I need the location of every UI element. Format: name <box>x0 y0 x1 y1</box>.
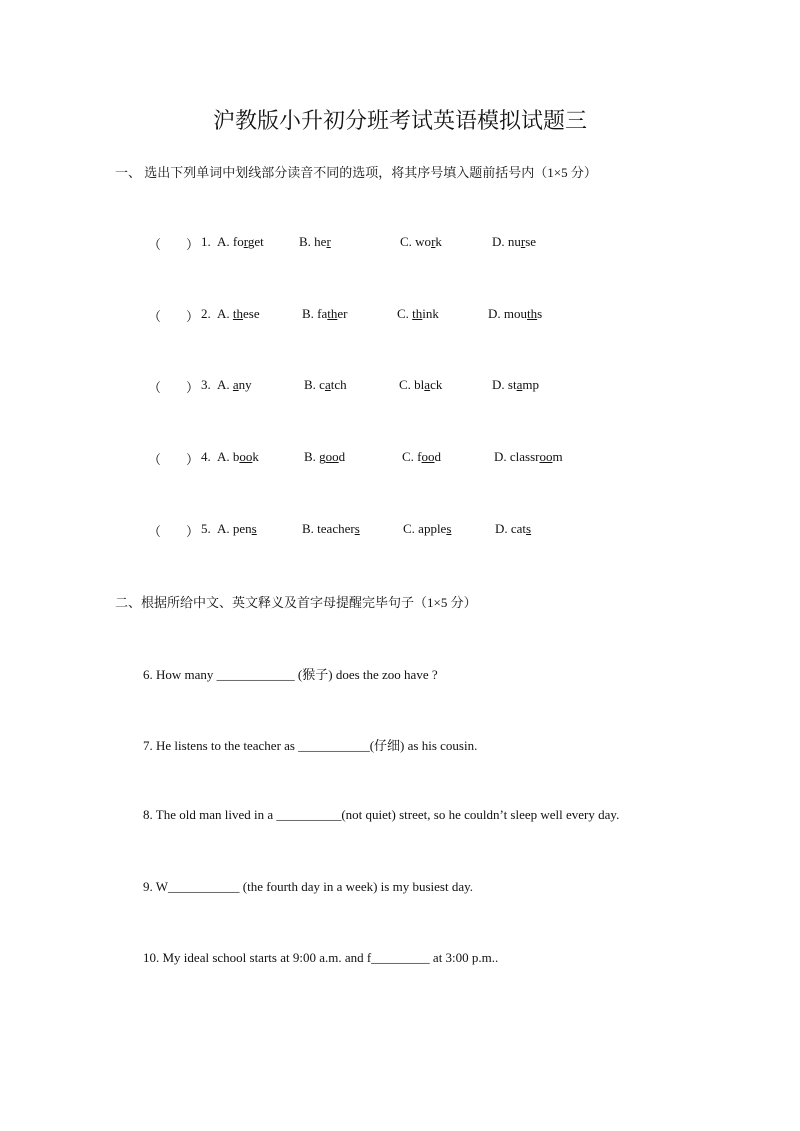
question-number: 5. <box>201 521 211 536</box>
option-underlined-part: s <box>446 521 452 536</box>
option-post: k <box>252 449 259 464</box>
answer-paren-open[interactable]: （ <box>148 452 162 467</box>
option-pre: B. g <box>304 449 326 464</box>
option-underlined-part: s <box>526 521 532 536</box>
option-pre: B. he <box>299 234 327 249</box>
option-post: er <box>337 306 348 321</box>
option-post: get <box>247 234 264 249</box>
option-pre: A. b <box>217 449 240 464</box>
answer-paren-open[interactable]: （ <box>148 237 162 252</box>
option-underlined-part: a <box>424 377 431 392</box>
answer-paren-close: ） <box>186 380 200 395</box>
option <box>492 234 536 250</box>
answer-paren-open[interactable]: （ <box>148 309 162 324</box>
option-pre: B. fa <box>302 306 328 321</box>
option-post: se <box>525 234 537 249</box>
section-2-heading: 二、根据所给中文、英文释义及首字母提醒完毕句子（1×5 分） <box>115 595 477 610</box>
option <box>304 449 345 465</box>
question-number: 4. <box>201 449 211 464</box>
option <box>488 306 542 322</box>
option <box>494 449 563 465</box>
option-post: ink <box>422 306 439 321</box>
option <box>402 449 441 465</box>
option <box>495 521 531 537</box>
option-pre: C. bl <box>399 377 425 392</box>
fill-in-question: 10. My ideal school starts at 9:00 a.m. and f_________ at 3:00 p.m.. <box>143 950 499 965</box>
option-post: s <box>537 306 543 321</box>
option-pre: A. pen <box>217 521 252 536</box>
option <box>217 377 252 393</box>
section-1-heading: 一、 选出下列单词中划线部分读音不同的选项，将其序号填入题前括号内（1×5 分） <box>115 165 597 180</box>
option-post: m <box>552 449 563 464</box>
option-underlined-part: a <box>324 377 331 392</box>
option-underlined-part: th <box>327 306 338 321</box>
option <box>403 521 451 537</box>
option-pre: B. teacher <box>302 521 355 536</box>
option <box>397 306 439 322</box>
option-pre: D. classr <box>494 449 540 464</box>
option-underlined-part: s <box>251 521 257 536</box>
option-post: k <box>435 234 442 249</box>
answer-paren-open[interactable]: （ <box>148 380 162 395</box>
fill-in-question: 6. How many ____________ (猴子) does the zoo have ? <box>143 667 438 682</box>
option-underlined-part: r <box>326 234 331 249</box>
option-pre: C. wo <box>400 234 432 249</box>
answer-paren-close: ） <box>186 524 200 539</box>
option-post: d <box>434 449 441 464</box>
option-underlined-part: r <box>243 234 248 249</box>
option <box>217 306 260 322</box>
option-post: ny <box>238 377 252 392</box>
fill-in-question: 8. The old man lived in a __________(not quiet) street, so he couldn’t sleep well every day. <box>143 807 620 822</box>
answer-paren-close: ） <box>186 452 200 467</box>
option-underlined-part: s <box>354 521 360 536</box>
option <box>217 234 264 250</box>
option-pre: C. apple <box>403 521 447 536</box>
option-pre: C. <box>397 306 413 321</box>
option-post: tch <box>330 377 347 392</box>
answer-paren-close: ） <box>186 309 200 324</box>
option <box>299 234 331 250</box>
answer-paren-close: ） <box>186 237 200 252</box>
option-pre: D. nu <box>492 234 521 249</box>
option <box>302 306 348 322</box>
option-underlined-part: oo <box>421 449 435 464</box>
option-underlined-part: oo <box>539 449 553 464</box>
question-number: 3. <box>201 377 211 392</box>
fill-in-question: 7. He listens to the teacher as ___________(仔细) as his cousin. <box>143 738 478 753</box>
option <box>492 377 539 393</box>
option-underlined-part: th <box>232 306 244 321</box>
fill-in-question: 9. W___________ (the fourth day in a week) is my busiest day. <box>143 879 473 894</box>
option-pre: A. fo <box>217 234 244 249</box>
option <box>399 377 442 393</box>
option-underlined-part: th <box>412 306 423 321</box>
option-underlined-part: oo <box>325 449 339 464</box>
option-pre: B. c <box>304 377 325 392</box>
option <box>217 449 259 465</box>
answer-paren-open[interactable]: （ <box>148 524 162 539</box>
option-underlined-part: r <box>520 234 526 249</box>
option-post: mp <box>522 377 539 392</box>
option <box>304 377 347 393</box>
option-pre: D. st <box>492 377 517 392</box>
option-pre: A. <box>217 377 233 392</box>
question-number: 1. <box>201 234 211 249</box>
option-pre: C. f <box>402 449 422 464</box>
option-pre: A. <box>217 306 233 321</box>
option-post: ck <box>430 377 443 392</box>
option-underlined-part: a <box>516 377 523 392</box>
option-post: d <box>338 449 346 464</box>
option <box>302 521 360 537</box>
question-number: 2. <box>201 306 211 321</box>
option-underlined-part: r <box>431 234 436 249</box>
option-pre: D. cat <box>495 521 527 536</box>
option-underlined-part: oo <box>239 449 253 464</box>
option-underlined-part: th <box>527 306 538 321</box>
option <box>400 234 442 250</box>
page-title: 沪教版小升初分班考试英语模拟试题三 <box>212 108 587 133</box>
option-underlined-part: a <box>232 377 239 392</box>
option-post: ese <box>243 306 260 321</box>
option-pre: D. mou <box>488 306 527 321</box>
option <box>217 521 257 537</box>
